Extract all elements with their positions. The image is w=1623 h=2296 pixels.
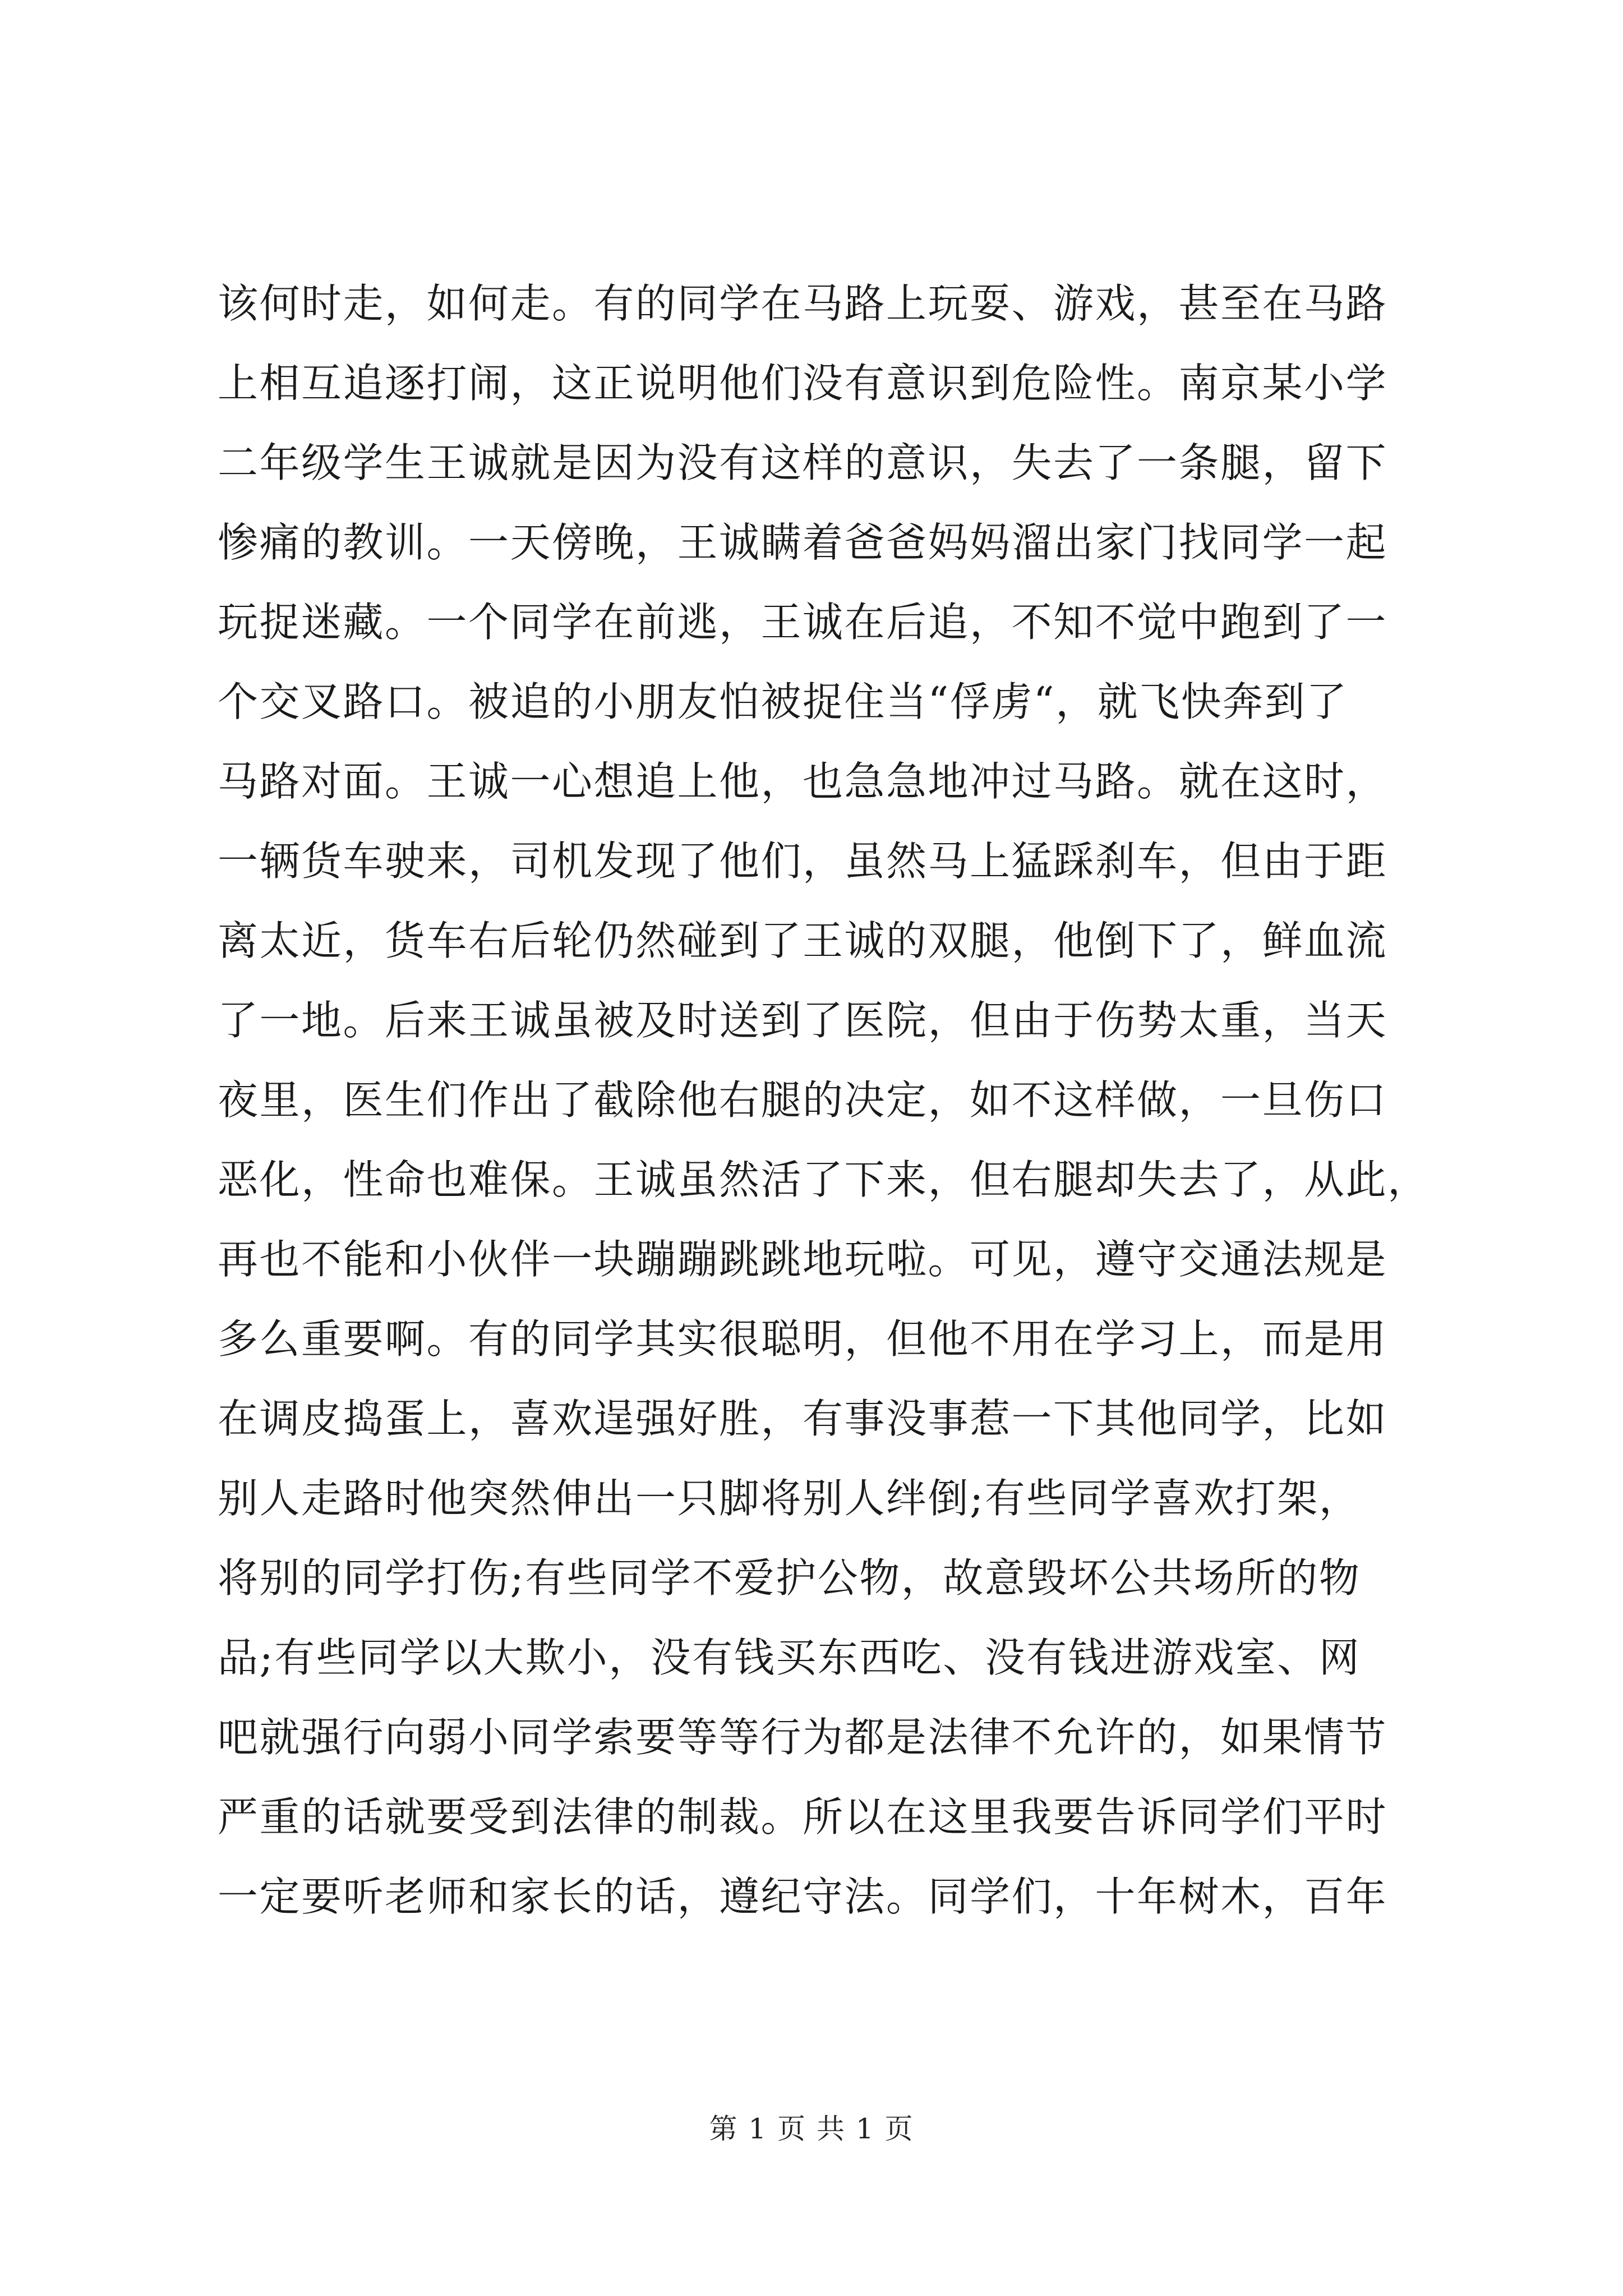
text-line: 严重的话就要受到法律的制裁。所以在这里我要告诉同学们平时 <box>218 1793 1388 1841</box>
text-line: 个交叉路口。被追的小朋友怕被捉住当“俘虏“，就飞快奔到了 <box>218 678 1348 725</box>
text-line: 在调皮捣蛋上，喜欢逞强好胜，有事没事惹一下其他同学，比如 <box>218 1395 1388 1442</box>
text-line: 该何时走，如何走。有的同学在马路上玩耍、游戏，甚至在马路 <box>218 280 1388 327</box>
page-footer <box>0 2109 1623 2148</box>
text-line: 品;有些同学以大欺小，没有钱买东西吃、没有钱进游戏室、网 <box>218 1634 1361 1681</box>
text-line: 了一地。后来王诚虽被及时送到了医院，但由于伤势太重，当天 <box>218 997 1388 1044</box>
text-line: 恶化，性命也难保。王诚虽然活了下来，但右腿却失去了，从此， <box>218 1156 1430 1203</box>
text-line: 多么重要啊。有的同学其实很聪明，但他不用在学习上，而是用 <box>218 1315 1388 1363</box>
page-number: 第 1 页 共 1 页 <box>709 2113 914 2145</box>
text-line: 上相互追逐打闹，这正说明他们没有意识到危险性。南京某小学 <box>218 360 1388 407</box>
text-line: 再也不能和小伙伴一块蹦蹦跳跳地玩啦。可见，遵守交通法规是 <box>218 1236 1388 1283</box>
text-line: 惨痛的教训。一天傍晚，王诚瞒着爸爸妈妈溜出家门找同学一起 <box>218 519 1388 566</box>
text-line: 二年级学生王诚就是因为没有这样的意识，失去了一条腿，留下 <box>218 439 1388 486</box>
text-line: 马路对面。王诚一心想追上他，也急急地冲过马路。就在这时， <box>218 758 1388 805</box>
text-line: 玩捉迷藏。一个同学在前逃，王诚在后追，不知不觉中跑到了一 <box>218 599 1388 646</box>
text-line: 夜里，医生们作出了截除他右腿的决定，如不这样做，一旦伤口 <box>218 1076 1388 1124</box>
text-line: 一定要听老师和家长的话，遵纪守法。同学们，十年树木，百年 <box>218 1873 1388 1920</box>
body-text <box>218 264 1429 1936</box>
text-line: 一辆货车驶来，司机发现了他们，虽然马上猛踩刹车，但由于距 <box>218 838 1388 885</box>
text-line: 别人走路时他突然伸出一只脚将别人绊倒;有些同学喜欢打架， <box>218 1475 1361 1522</box>
text-line: 离太近，货车右后轮仍然碰到了王诚的双腿，他倒下了，鲜血流 <box>218 917 1388 964</box>
text-line: 将别的同学打伤;有些同学不爱护公物，故意毁坏公共场所的物 <box>218 1554 1361 1602</box>
text-line: 吧就强行向弱小同学索要等等行为都是法律不允许的，如果情节 <box>218 1714 1388 1761</box>
